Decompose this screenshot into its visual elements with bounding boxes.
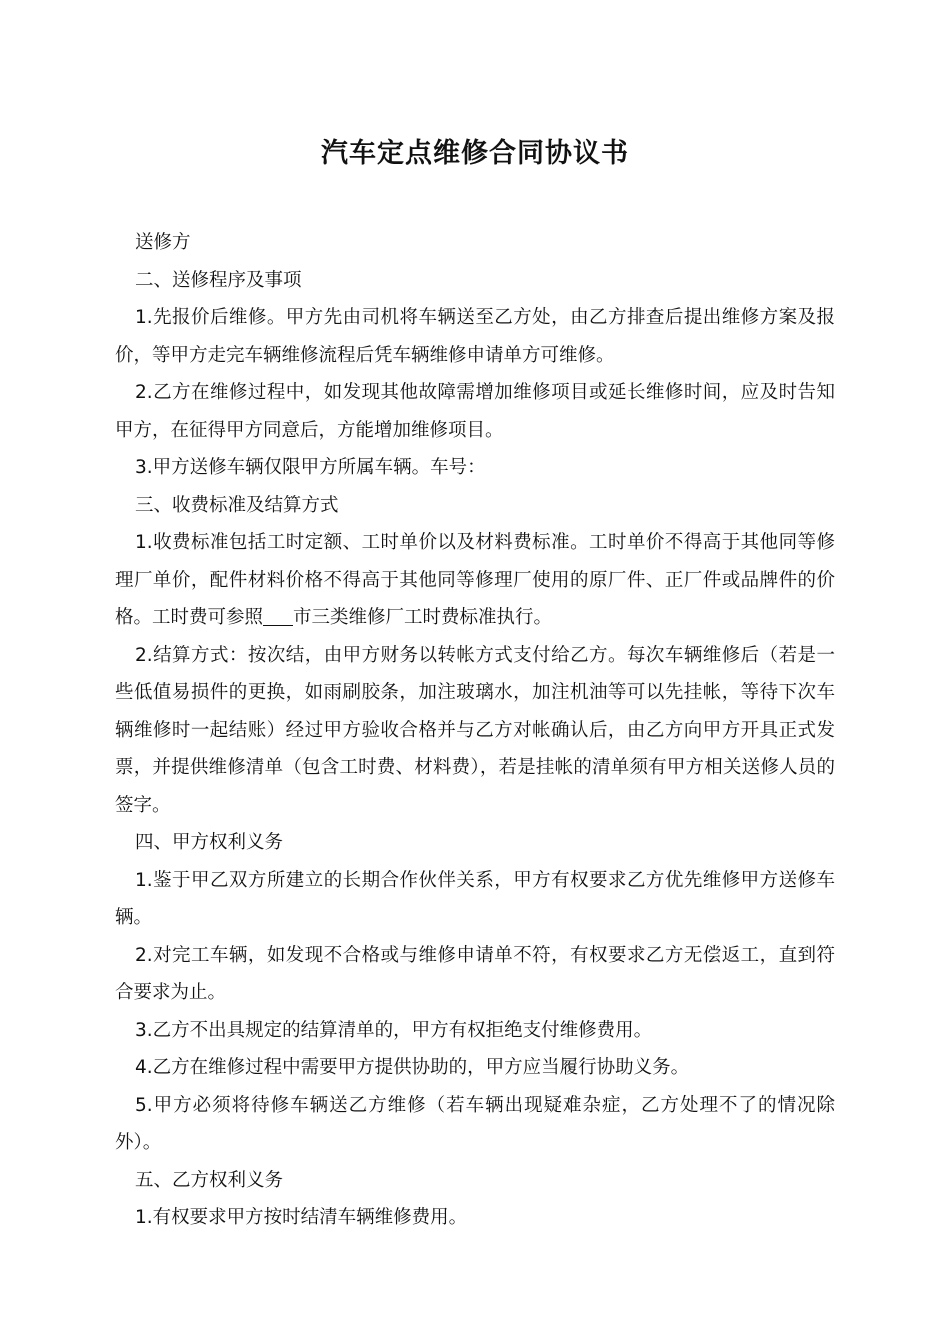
clause-procedure-2: 2.乙方在维修过程中，如发现其他故障需增加维修项目或延长维修时间，应及时告知甲方，在征得甲方同意后，方能增加维修项目。 — [115, 382, 835, 441]
clause-procedure-3: 3.甲方送修车辆仅限甲方所属车辆。车号： — [135, 457, 486, 478]
clause-fees-1-text: 1.收费标准包括工时定额、工时单价以及材料费标准。工时单价不得高于其他同等修理厂单价，配件材料价格不得高于其他同等修理厂使用的原厂件、正厂件或品牌件的价格。工时费可参照 — [115, 532, 835, 628]
clause-party-a-3: 3.乙方不出具规定的结算清单的，甲方有权拒绝支付维修费用。 — [135, 1019, 653, 1041]
clause-fees-2: 2.结算方式：按次结，由甲方财务以转帐方式支付给乙方。每次车辆维修后（若是一些低值易损件的更换，如雨刷胶条，加注玻璃水，加注机油等可以先挂帐，等待下次车辆维修时一起结账）经过甲方验收合格并与乙方对帐确认后，由乙方向甲方开具正式发票，并提供维修清单（包含工时费、材料费），若是挂帐的清单须有甲方相关送修人员的签字。 — [115, 644, 835, 816]
clause-party-a-5: 5.甲方必须将待修车辆送乙方维修（若车辆出现疑难杂症，乙方处理不了的情况除外）。 — [115, 1094, 835, 1153]
document-body — [115, 224, 835, 1237]
clause-party-a-4: 4.乙方在维修过程中需要甲方提供协助的，甲方应当履行协助义务。 — [135, 1057, 690, 1078]
document-title: 汽车定点维修合同协议书 — [321, 138, 629, 169]
heading-party-b: 五、乙方权利义务 — [135, 1169, 284, 1191]
clause-party-a-1: 1.鉴于甲乙双方所建立的长期合作伙伴关系，甲方有权要求乙方优先维修甲方送修车辆。 — [115, 869, 835, 928]
clause-procedure-1: 1.先报价后维修。甲方先由司机将车辆送至乙方处，由乙方排查后提出维修方案及报价，等甲方走完车辆维修流程后凭车辆维修申请单方可维修。 — [115, 307, 835, 366]
clause-fees-1-tail: 市三类维修厂工时费标准执行。 — [293, 607, 553, 628]
clause-party-a-2: 2.对完工车辆，如发现不合格或与维修申请单不符，有权要求乙方无偿返工，直到符合要求为止。 — [115, 944, 835, 1003]
blank-city-field — [263, 607, 293, 627]
paragraph-sender: 送修方 — [135, 232, 191, 253]
heading-party-a: 四、甲方权利义务 — [135, 832, 284, 853]
heading-fees: 三、收费标准及结算方式 — [135, 494, 339, 516]
clause-party-b-1: 1.有权要求甲方按时结清车辆维修费用。 — [135, 1207, 468, 1228]
heading-procedure: 二、送修程序及事项 — [135, 269, 302, 291]
clause-fees-1 — [115, 524, 835, 637]
